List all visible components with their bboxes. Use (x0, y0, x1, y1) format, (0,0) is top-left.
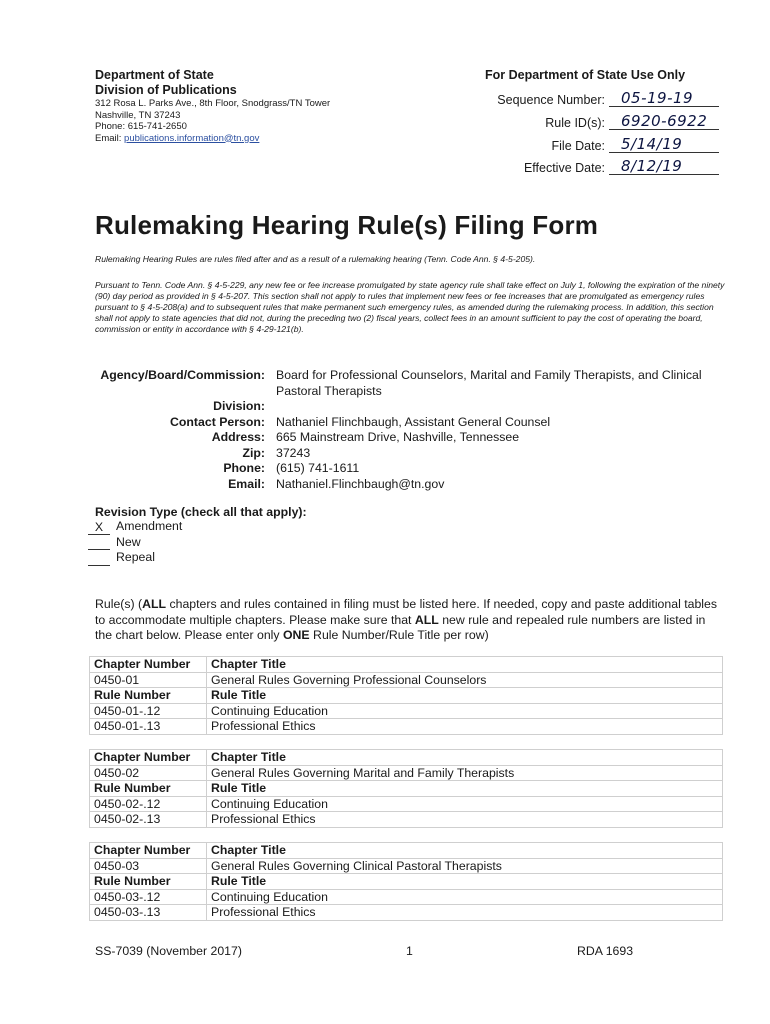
rules-intro-part1: Rule(s) ( (95, 597, 143, 611)
amendment-checkbox[interactable]: X (88, 520, 110, 535)
effective-date-label: Effective Date: (523, 161, 605, 175)
chapter-number-header: Chapter Number (90, 750, 207, 766)
chapter-title: General Rules Governing Clinical Pastoral Therapists (207, 858, 723, 874)
rule-number: 0450-03-.12 (90, 889, 207, 905)
zip-row (95, 446, 735, 462)
page-number: 1 (406, 944, 413, 958)
table-row (90, 703, 723, 719)
table-row (90, 812, 723, 828)
intro-definition: Rulemaking Hearing Rules are rules filed after and as a result of a rulemaking hearing (Tenn. Code Ann. § 4-5-205). (95, 254, 536, 264)
sequence-number-field (487, 88, 719, 107)
rule-title: Professional Ethics (207, 719, 723, 735)
address-row (95, 430, 735, 446)
zip-value: 37243 (276, 445, 311, 460)
new-label: New (116, 534, 141, 549)
division-value (276, 399, 735, 415)
rule-number-header: Rule Number (90, 874, 207, 890)
phone-line: Phone: 615-741-2650 (95, 121, 187, 132)
rule-title: Professional Ethics (207, 812, 723, 828)
chapter-title-header: Chapter Title (207, 843, 723, 859)
repeal-label: Repeal (116, 550, 155, 564)
rule-number: 0450-02-.12 (90, 796, 207, 812)
revision-type (95, 505, 307, 566)
table-row (90, 672, 723, 688)
table-row (90, 765, 723, 781)
rule-ids-label: Rule ID(s): (545, 116, 605, 130)
email-row (95, 477, 735, 493)
chapter-number: 0450-01 (90, 672, 207, 688)
chapter-table-3 (89, 842, 723, 921)
contact-label: Contact Person: (170, 414, 265, 429)
chapter-title-header: Chapter Title (207, 750, 723, 766)
amendment-label: Amendment (116, 519, 183, 533)
table-row (90, 874, 723, 890)
phone-row (95, 461, 735, 477)
chapter-number-header: Chapter Number (90, 843, 207, 859)
effective-date-field (487, 156, 719, 175)
table-row (90, 843, 723, 859)
table-row (90, 905, 723, 921)
rules-intro-one: ONE (282, 628, 310, 642)
rules-intro-part2: chapters and rules contained in filing must be listed here. If needed, copy and paste additional tables to accommodate multiple chapters. Please make sure that (95, 597, 718, 627)
state-use-block (485, 68, 735, 82)
address-label: Address: (211, 430, 265, 444)
table-row (90, 858, 723, 874)
publications-email-link[interactable]: publications.information@tn.gov (124, 132, 260, 144)
revision-heading: Revision Type (check all that apply): (95, 505, 307, 519)
table-row (90, 889, 723, 905)
sequence-number-label: Sequence Number: (497, 93, 605, 107)
email-line (95, 133, 425, 145)
publisher-block (95, 68, 425, 144)
chapter-number-header: Chapter Number (90, 657, 207, 673)
form-title: Rulemaking Hearing Rule(s) Filing Form (95, 210, 599, 240)
contact-value: Nathaniel Flinchbaugh, Assistant General Counsel (276, 414, 551, 429)
table-row (90, 796, 723, 812)
contact-row (95, 415, 735, 431)
rule-title: Continuing Education (207, 889, 723, 905)
rule-number: 0450-01-.12 (90, 703, 207, 719)
new-checkbox[interactable] (88, 535, 110, 550)
department-name: Department of State (95, 68, 214, 82)
intro-fee-notice: Pursuant to Tenn. Code Ann. § 4-5-229, any new fee or fee increase promulgated by state agency rule shall take effect on July 1, following the expiration of the ninety (90) day period as provided in § 4-5-207. This section shall not apply to rules that implement new fees or fee increases that are promulgated as emergency rules pursuant to § 4-5-208(a) and to subsequent rules that make permanent such emergency rules, as amended during the rulemaking process. In addition, this section shall not apply to state agencies that did not, during the preceding two (2) fiscal years, collect fees in an amount sufficient to pay the cost of operating the board, commission or entity in accordance with § 4-29-121(b). (95, 280, 725, 334)
sequence-number-value: 05-19-19 (621, 89, 694, 107)
table-row (90, 719, 723, 735)
table-row (90, 688, 723, 704)
table-row (90, 750, 723, 766)
file-date-label: File Date: (551, 139, 605, 153)
revision-new[interactable] (95, 535, 307, 551)
email-label: Email: (228, 476, 265, 491)
email-label: Email: (95, 132, 125, 144)
chapter-title: General Rules Governing Marital and Family Therapists (207, 765, 723, 781)
rules-intro-all2: ALL (414, 612, 439, 627)
phone-label: Phone: (223, 461, 265, 475)
rule-title: Continuing Education (207, 796, 723, 812)
form-number: SS-7039 (November 2017) (95, 944, 242, 958)
rule-number: 0450-02-.13 (90, 812, 207, 828)
rule-title: Continuing Education (207, 703, 723, 719)
address-value: 665 Mainstream Drive, Nashville, Tennessee (276, 430, 520, 444)
rule-ids-field (487, 111, 719, 130)
zip-label: Zip: (242, 445, 265, 460)
chapter-number: 0450-02 (90, 765, 207, 781)
revision-amendment[interactable] (95, 519, 307, 535)
rules-intro-all1: ALL (142, 597, 167, 611)
rules-intro-part3: new rule and repealed rule numbers are listed in the chart below. Please enter only (95, 612, 706, 642)
agency-info (95, 368, 735, 492)
division-row (95, 399, 735, 415)
rda-number: RDA 1693 (577, 944, 634, 958)
rules-intro-part4: Rule Number/Rule Title per row) (309, 628, 489, 642)
division-name: Division of Publications (95, 83, 237, 97)
table-row (90, 781, 723, 797)
revision-repeal[interactable] (95, 550, 307, 566)
rule-title-header: Rule Title (207, 874, 723, 890)
rule-title-header: Rule Title (207, 688, 723, 704)
table-row (90, 657, 723, 673)
rule-number: 0450-03-.13 (90, 905, 207, 921)
repeal-checkbox[interactable] (88, 551, 110, 566)
agency-label: Agency/Board/Commission: (100, 368, 265, 382)
phone-value: (615) 741-1611 (276, 461, 360, 475)
address-line-2: Nashville, TN 37243 (95, 109, 181, 121)
rule-number: 0450-01-.13 (90, 719, 207, 735)
email-value: Nathaniel.Flinchbaugh@tn.gov (276, 476, 445, 491)
agency-value: Board for Professional Counselors, Marital and Family Therapists, and Clinical Pastoral Therapists (276, 368, 702, 398)
chapter-title: General Rules Governing Professional Counselors (207, 672, 723, 688)
chapter-number: 0450-03 (90, 858, 207, 874)
chapter-title-header: Chapter Title (207, 657, 723, 673)
division-label: Division: (213, 399, 265, 413)
state-use-heading: For Department of State Use Only (485, 68, 686, 82)
rule-title-header: Rule Title (207, 781, 723, 797)
rule-title: Professional Ethics (207, 905, 723, 921)
address-line-1: 312 Rosa L. Parks Ave., 8th Floor, Snodgrass/TN Tower (95, 98, 331, 109)
rule-ids-value: 6920-6922 (621, 112, 708, 130)
effective-date-value: 8/12/19 (621, 157, 683, 175)
rule-number-header: Rule Number (90, 781, 207, 797)
agency-row (95, 368, 735, 399)
rule-number-header: Rule Number (90, 688, 207, 704)
file-date-field (487, 134, 719, 153)
chapter-table-2 (89, 749, 723, 828)
rules-instructions (95, 597, 725, 644)
file-date-value: 5/14/19 (621, 135, 683, 153)
chapter-table-1 (89, 656, 723, 735)
